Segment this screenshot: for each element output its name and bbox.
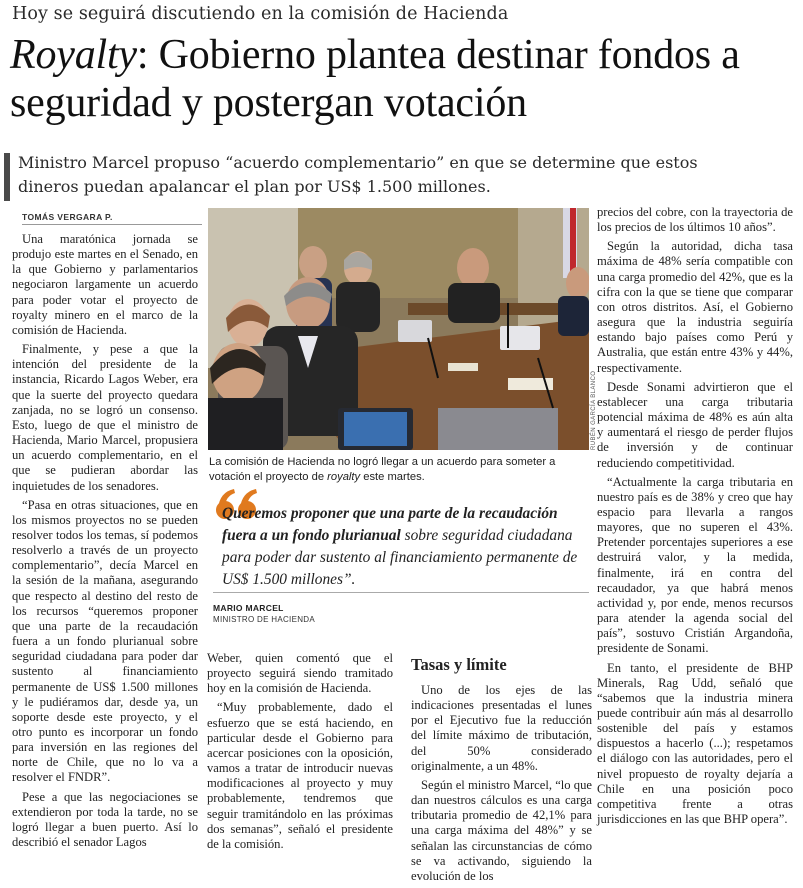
- paragraph: “Pasa en otras situaciones, que en los mismos proyectos no se pueden resolver todos los temas, sí podemos resolverlo a través de un proyecto complementario”, decía Marcel en la sesión de la mañana, asegurando que respecto al destino del resto de los recursos “queremos proponer que una parte de la recaudación fuera a un fondo plurianual sobre seguridad ciudadana para poder dar sustento al financiamiento permanente de US$ 1.500 millones y le pudiéramos dar, desde ya, un soporte desde este proyecto, y el otro punto es incorporar un fondo para inversión en las regiones del norte de Chile, que no lo va a resolver el FNDR”.: [12, 497, 198, 785]
- paragraph: Según el ministro Marcel, “lo que dan nuestros cálculos es una carga tributaria promedio de 42,1% para una carga máxima del 48%” y se señalan las circunstancias de cómo se va activando, siguiendo la evolución de los: [411, 777, 592, 883]
- headline-italic: Royalty: [10, 32, 137, 78]
- caption-suffix: este martes.: [360, 471, 425, 483]
- pull-quote-rest: sobre seguridad ciudadana para poder dar sustento al financiamiento permanente de US$ 1.500 millones”.: [222, 527, 578, 588]
- dek: [18, 151, 718, 199]
- paragraph: En tanto, el presidente de BHP Minerals, Rag Udd, señaló que “sabemos que la industria minera puede contribuir aún más al desarrollo sostenible del país y estamos dispuestos a hacerlo (...); respetamos el diálogo con las autoridades, pero el nivel propuesto de royalty dejaría a Chile en una posición poco competitiva frente a otras jurisdicciones en las que BHP opera”.: [597, 660, 793, 827]
- dek-text: Ministro Marcel propuso “acuerdo complementario” en que se determine que estos dineros puedan apalancar el plan por US$ 1.500 millones.: [18, 153, 698, 196]
- paragraph: Uno de los ejes de las indicaciones presentadas el lunes por el Ejecutivo fue la reducción del límite máximo de tributación, del 50% considerado originalmente, a un 48%.: [411, 683, 592, 773]
- pull-quote-name: MARIO MARCEL: [213, 603, 284, 613]
- photo-illustration: [208, 208, 589, 450]
- paragraph: Según la autoridad, dicha tasa máxima de 48% sería compatible con una carga promedio del 42%, que es la cifra con la que se tiene que comparar con otros distritos. Así, el Gobierno asegura que la industria seguiría estando bajo países como Perú y Australia, que están entre 43% y 44%, respectivamente.: [597, 239, 793, 375]
- news-photo: [208, 208, 589, 450]
- photo-caption: [209, 455, 593, 485]
- column-2: [207, 651, 393, 856]
- paragraph: Una maratónica jornada se produjo este martes en el Senado, en la que Gobierno y parlamentarios negociaron largamente un acuerdo para poder votar el proyecto de royalty minero en el marco de la comisión de Hacienda.: [12, 232, 198, 337]
- paragraph: Pese a que las negociaciones se extendieron por toda la tarde, no se logró llegar a buen puerto. Así lo describió el senador Lagos: [12, 789, 198, 850]
- dek-bar: [4, 153, 10, 201]
- paragraph: Weber, quien comentó que el proyecto seguirá siendo tramitado hoy en la comisión de Hacienda.: [207, 651, 393, 696]
- headline: [10, 31, 795, 127]
- photo-credit-text: RUBÉN GARCÍA BLANCO: [591, 370, 597, 450]
- paragraph: Finalmente, y pese a que la intención del presidente de la instancia, Ricardo Lagos Weber, era que la suerte del proyecto quedara zanjada, no se logró un consenso. Esto, luego de que el ministro de Hacienda, Mario Marcel, propusiera un acuerdo complementario, en el que se pudieran abordar las inquietudes de los senadores.: [12, 342, 198, 493]
- paragraph: “Muy probablemente, dado el esfuerzo que se está haciendo, en particular desde el Gobierno para acercar posiciones con la oposición, vamos a tratar de introducir nuevas modificaciones al proyecto y muy probablemente, tendremos que seguir tramitándolo en las próximas dos semanas”, señaló el presidente de la comisión.: [207, 700, 393, 851]
- column-3: [411, 683, 592, 888]
- kicker: Hoy se seguirá discutiendo en la comisión de Hacienda: [12, 4, 509, 24]
- pull-quote-bold: Queremos proponer que una parte de la recaudación fuera a un fondo plurianual: [222, 505, 558, 544]
- column-4: [597, 205, 793, 831]
- headline-rest: : Gobierno plantea destinar fondos a seguridad y postergan votación: [10, 32, 740, 126]
- caption-prefix: La comisión de Hacienda no logró llegar a un acuerdo para someter a votación el proyecto de: [209, 456, 556, 483]
- pull-quote-role: MINISTRO DE HACIENDA: [213, 615, 316, 624]
- paragraph: precios del cobre, con la trayectoria de los precios de los últimos 10 años”.: [597, 205, 793, 235]
- caption-italic: royalty: [327, 471, 361, 483]
- column-1: [12, 232, 198, 854]
- pull-quote-divider: [213, 592, 589, 593]
- paragraph: “Actualmente la carga tributaria en nuestro país es de 38% y creo que hay espacio para llevarla a rangos mayores, que no superen el 43%. Pretender porcentajes superiores a ese destruirá valor, y la medida, finalmente, irá en contra del recaudador, ya que habrá menos actividad y, por ende, menos recursos para atender la agenda social del país”, sostuvo Cristián Argandoña, presidente de Sonami.: [597, 474, 793, 656]
- paragraph: Desde Sonami advirtieron que el establecer una carga tributaria potencial máxima de 48% es aún alta y aumentará el riesgo de perder flujos de inversión y de continuar reduciendo competitividad.: [597, 379, 793, 470]
- section-subhead: Tasas y límite: [411, 655, 507, 674]
- byline: TOMÁS VERGARA P.: [22, 212, 202, 225]
- pull-quote: [222, 503, 586, 591]
